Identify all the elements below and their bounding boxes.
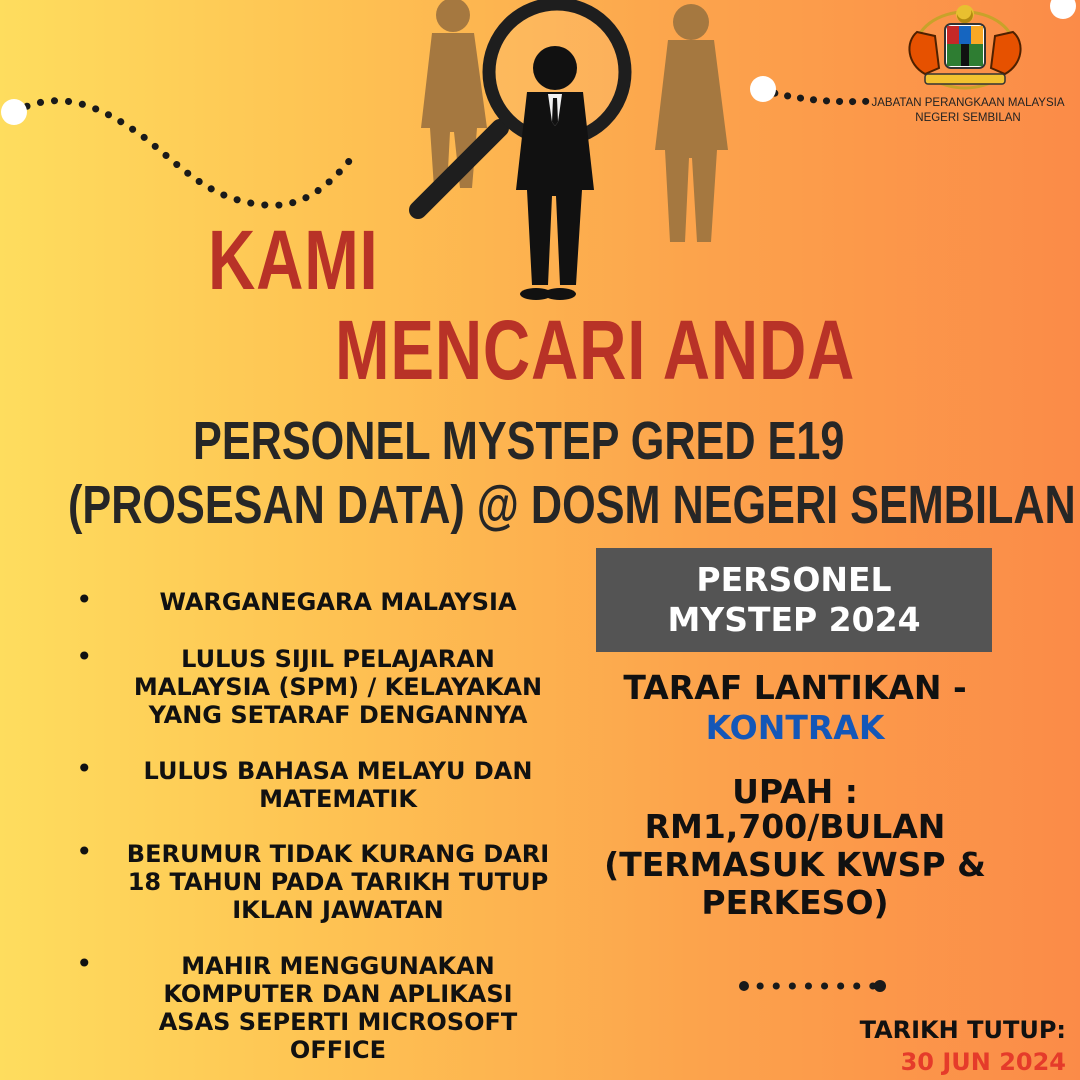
salary-label: UPAH : (732, 772, 858, 811)
requirement-text: WARGANEGARA MALAYSIA (159, 588, 517, 616)
bullet-icon: • (76, 752, 93, 785)
appointment-label: TARAF LANTIKAN - (623, 668, 967, 707)
coat-of-arms-icon (895, 2, 1035, 92)
requirement-text: LULUS SIJIL PELAJARAN MALAYSIA (SPM) / KELAYAKAN YANG SETARAF DENGANNYA (133, 645, 543, 729)
closing-label: TARIKH TUTUP: (859, 1016, 1066, 1044)
position-subtitle: (PROSESAN DATA) @ DOSM NEGERI SEMBILAN (68, 475, 1076, 535)
requirement-text: MAHIR MENGGUNAKAN KOMPUTER DAN APLIKASI ASAS SEPERTI MICROSOFT OFFICE (158, 952, 518, 1064)
salary-amount: RM1,700/BULAN (644, 807, 946, 846)
salary-note-line2: PERKESO) (701, 883, 889, 922)
position-title: PERSONEL MYSTEP GRED E19 (193, 411, 845, 471)
bullet-icon: • (76, 640, 93, 673)
requirement-text: BERUMUR TIDAK KURANG DARI 18 TAHUN PADA TARIKH TUTUP IKLAN JAWATAN (126, 840, 550, 924)
salary-note-line1: (TERMASUK KWSP & (604, 845, 986, 884)
badge-line1: PERSONEL (696, 560, 892, 599)
agency-name (858, 96, 1078, 126)
headline-line2: MENCARI ANDA (335, 303, 856, 397)
bullet-icon: • (76, 835, 93, 868)
appointment-value: KONTRAK (705, 708, 885, 747)
agency-name-line1: JABATAN PERANGKAAN MALAYSIA (871, 97, 1065, 109)
program-badge (596, 548, 992, 652)
agency-name-line2: NEGERI SEMBILAN (915, 112, 1021, 124)
requirement-text: LULUS BAHASA MELAYU DAN MATEMATIK (143, 757, 533, 813)
trail-dot (750, 76, 776, 102)
person-silhouette-right (655, 4, 728, 242)
trail-dot (1050, 0, 1076, 19)
closing-date: 30 JUN 2024 (900, 1048, 1066, 1076)
dotted-trail-left (14, 101, 350, 206)
trail-dot (874, 980, 886, 992)
bullet-icon: • (76, 947, 93, 980)
badge-line2: MYSTEP 2024 (667, 600, 921, 639)
headline-line1: KAMI (208, 213, 379, 307)
trail-dot (1, 99, 27, 125)
trail-dot (739, 981, 749, 991)
bullet-icon: • (76, 583, 93, 616)
